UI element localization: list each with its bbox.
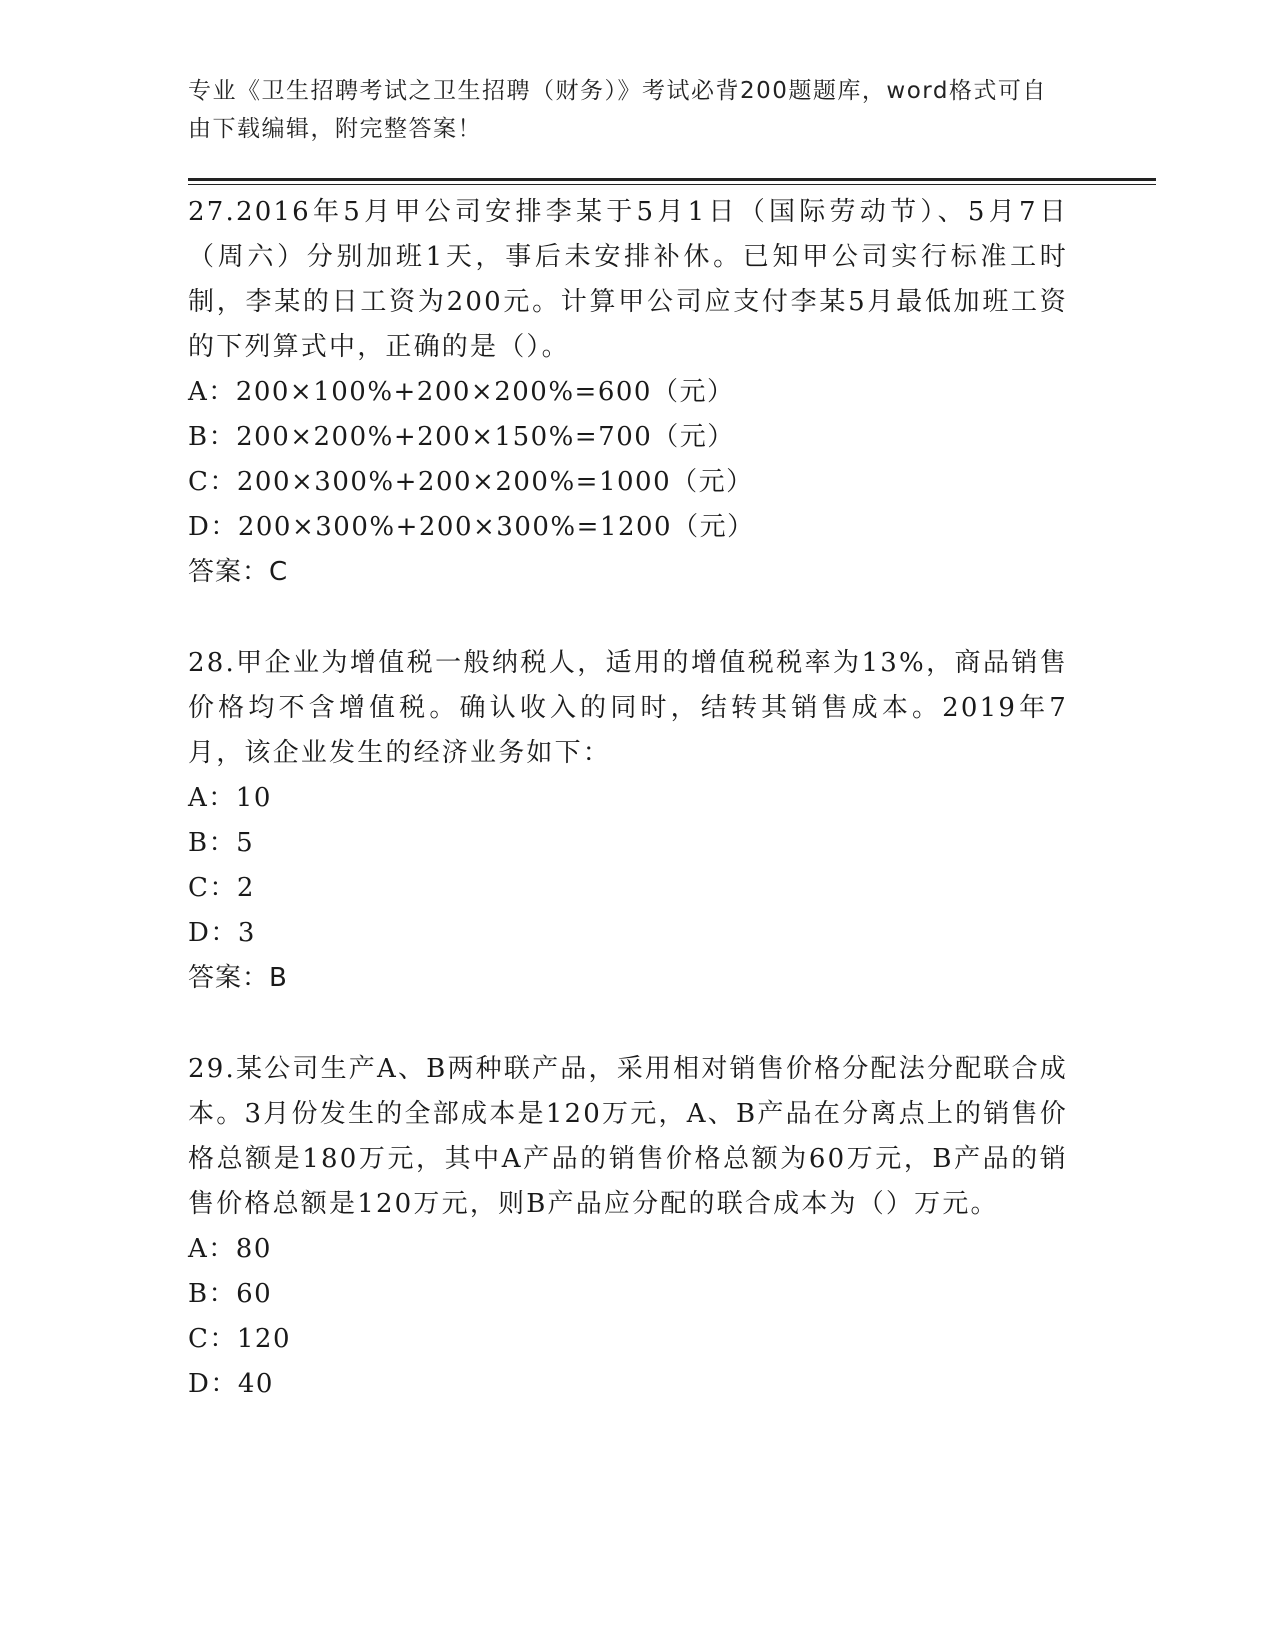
question-block: [188, 641, 1068, 1001]
question-text: 29.某公司生产A、B两种联产品，采用相对销售价格分配法分配联合成本。3月份发生的全部成本是120万元，A、B产品在分离点上的销售价格总额是180万元，其中A产品的销售价格总额为60万元，B产品的销售价格总额是120万元，则B产品应分配的联合成本为（）万元。: [188, 1054, 1068, 1219]
option-c: C：120: [188, 1324, 292, 1354]
question-block: [188, 190, 1068, 595]
option-a: A：200×100%+200×200%=600（元）: [188, 377, 735, 407]
option-b: B：60: [188, 1279, 273, 1309]
option-c: C：200×300%+200×200%=1000（元）: [188, 467, 754, 497]
header-rule-thin: [188, 184, 1156, 185]
question-text: 27.2016年5月甲公司安排李某于5月1日（国际劳动节）、5月7日（周六）分别加班1天，事后未安排补休。已知甲公司实行标准工时制，李某的日工资为200元。计算甲公司应支付李某5月最低加班工资的下列算式中，正确的是（）。: [188, 197, 1068, 362]
question-text: 28.甲企业为增值税一般纳税人，适用的增值税税率为13%，商品销售价格均不含增值税。确认收入的同时，结转其销售成本。2019年7月，该企业发生的经济业务如下：: [188, 648, 1068, 768]
option-c: C：2: [188, 873, 255, 903]
option-a: A：80: [188, 1234, 272, 1264]
option-a: A：10: [188, 783, 272, 813]
answer-line: 答案：C: [188, 557, 289, 587]
header-rule-thick: [188, 178, 1156, 181]
option-b: B：200×200%+200×150%=700（元）: [188, 422, 735, 452]
answer-line: 答案：B: [188, 963, 288, 993]
option-b: B：5: [188, 828, 255, 858]
question-block: [188, 1047, 1068, 1407]
page-header: 专业《卫生招聘考试之卫生招聘（财务）》考试必背200题题库，word格式可自由下载编辑，附完整答案！: [188, 78, 1047, 142]
option-d: D：40: [188, 1369, 274, 1399]
option-d: D：200×300%+200×300%=1200（元）: [188, 512, 755, 542]
option-d: D：3: [188, 918, 256, 948]
question-list: [188, 190, 1068, 1453]
